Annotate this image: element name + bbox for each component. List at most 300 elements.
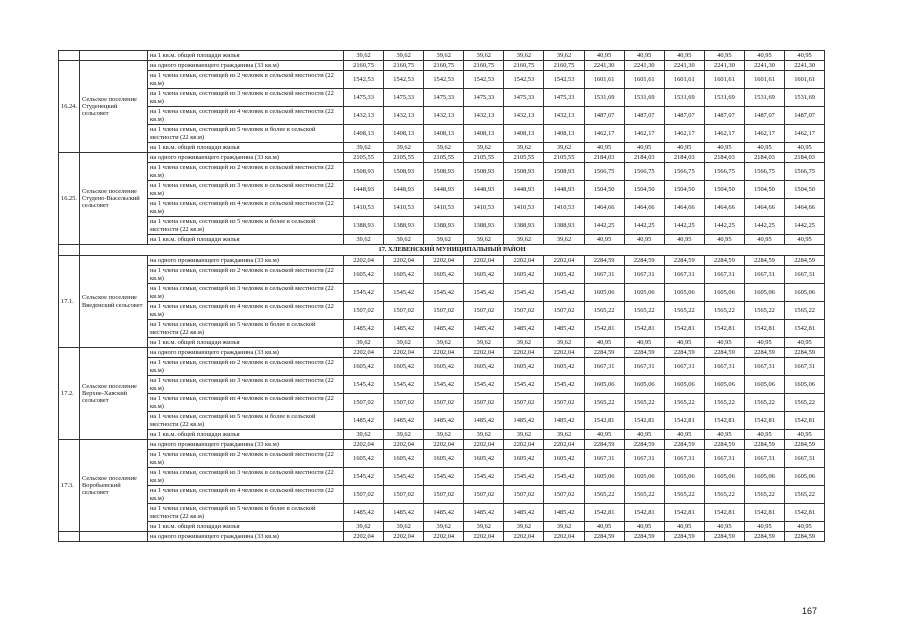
value-cell: 2284,59: [744, 440, 784, 450]
code-cell-empty: [59, 51, 80, 61]
value-cell: 1605,06: [744, 376, 784, 394]
value-cell: 1605,42: [504, 450, 544, 468]
value-cell: 2202,04: [464, 440, 504, 450]
value-cell: 2202,04: [504, 532, 544, 542]
value-cell: 1485,42: [504, 320, 544, 338]
value-cell: 1508,93: [344, 163, 384, 181]
value-cell: 1667,31: [584, 266, 624, 284]
page-number: 167: [802, 606, 818, 616]
value-cell: 1507,02: [424, 302, 464, 320]
value-cell: 1531,69: [584, 89, 624, 107]
value-cell: 1507,02: [504, 394, 544, 412]
value-cell: 39,62: [504, 51, 544, 61]
table-row: [59, 199, 825, 217]
value-cell: 1487,07: [785, 107, 825, 125]
value-cell: 1605,06: [785, 284, 825, 302]
value-cell: 2202,04: [344, 256, 384, 266]
value-cell: 1487,07: [584, 107, 624, 125]
value-cell: 39,62: [504, 235, 544, 245]
value-cell: 1475,33: [504, 89, 544, 107]
value-cell: 1667,31: [584, 358, 624, 376]
norm-description: на 1 члена семьи, состоящей из 3 человек в сельской местности (22 кв.м): [148, 89, 344, 107]
value-cell: 2284,59: [624, 256, 664, 266]
tariff-table: [58, 50, 825, 542]
table-row: [59, 450, 825, 468]
value-cell: 1531,69: [744, 89, 784, 107]
value-cell: 2284,59: [704, 532, 744, 542]
value-cell: 1464,66: [584, 199, 624, 217]
value-cell: 1605,42: [344, 266, 384, 284]
value-cell: 1408,13: [464, 125, 504, 143]
value-cell: 40,95: [624, 338, 664, 348]
norm-description: на 1 члена семьи, состоящей из 3 человек в сельской местности (22 кв.м): [148, 284, 344, 302]
value-cell: 40,95: [744, 522, 784, 532]
value-cell: 1442,25: [584, 217, 624, 235]
value-cell: 2241,30: [704, 61, 744, 71]
value-cell: 1565,22: [704, 302, 744, 320]
value-cell: 1605,06: [664, 376, 704, 394]
value-cell: 1504,50: [584, 181, 624, 199]
value-cell: 1605,42: [424, 358, 464, 376]
value-cell: 2184,03: [664, 153, 704, 163]
value-cell: 2241,30: [664, 61, 704, 71]
value-cell: 1464,66: [785, 199, 825, 217]
value-cell: 1605,06: [785, 376, 825, 394]
table-row: [59, 153, 825, 163]
value-cell: 40,95: [584, 522, 624, 532]
settlement-name: Сельское поселение Студенецкий сельсовет: [80, 61, 148, 153]
norm-description: на 1 члена семьи, состоящей из 4 человек в сельской местности (22 кв.м): [148, 394, 344, 412]
value-cell: 1542,81: [624, 504, 664, 522]
table-row: [59, 430, 825, 440]
value-cell: 1605,06: [584, 376, 624, 394]
value-cell: 1605,42: [344, 450, 384, 468]
value-cell: 39,62: [464, 143, 504, 153]
value-cell: 2284,59: [584, 348, 624, 358]
value-cell: 1605,42: [504, 358, 544, 376]
value-cell: 40,95: [584, 235, 624, 245]
norm-description: на 1 кв.м. общей площади жилья: [148, 235, 344, 245]
value-cell: 1485,42: [344, 412, 384, 430]
value-cell: 1507,02: [464, 394, 504, 412]
value-cell: 1545,42: [384, 468, 424, 486]
norm-description: на 1 члена семьи, состоящей из 2 человек в сельской местности (22 кв.м): [148, 266, 344, 284]
norm-description: на 1 члена семьи, состоящей из 2 человек в сельской местности (22 кв.м): [148, 71, 344, 89]
value-cell: 1542,81: [785, 412, 825, 430]
value-cell: 1462,17: [704, 125, 744, 143]
value-cell: 1475,33: [384, 89, 424, 107]
table-row: [59, 71, 825, 89]
norm-description: на 1 члена семьи, состоящей из 3 человек в сельской местности (22 кв.м): [148, 181, 344, 199]
value-cell: 1507,02: [344, 302, 384, 320]
table-row: [59, 412, 825, 430]
table-row: [59, 51, 825, 61]
norm-description: на 1 кв.м. общей площади жилья: [148, 143, 344, 153]
value-cell: 1545,42: [344, 284, 384, 302]
value-cell: 1542,81: [704, 504, 744, 522]
value-cell: 1485,42: [464, 412, 504, 430]
value-cell: 1508,93: [464, 163, 504, 181]
norm-description: на одного проживающего гражданина (33 кв.м): [148, 256, 344, 266]
value-cell: 40,95: [744, 143, 784, 153]
value-cell: 1507,02: [544, 302, 584, 320]
table-row: [59, 235, 825, 245]
value-cell: 1667,31: [785, 450, 825, 468]
value-cell: 39,62: [424, 522, 464, 532]
value-cell: 39,62: [464, 338, 504, 348]
value-cell: 1487,07: [744, 107, 784, 125]
value-cell: 1542,53: [424, 71, 464, 89]
value-cell: 2241,30: [624, 61, 664, 71]
value-cell: 1542,81: [744, 412, 784, 430]
value-cell: 2202,04: [464, 532, 504, 542]
value-cell: 39,62: [344, 143, 384, 153]
name-cell-empty: [80, 51, 148, 61]
value-cell: 1667,31: [785, 266, 825, 284]
value-cell: 1565,22: [584, 486, 624, 504]
value-cell: 1388,93: [384, 217, 424, 235]
value-cell: 1388,93: [344, 217, 384, 235]
value-cell: 1462,17: [664, 125, 704, 143]
value-cell: 1410,53: [384, 199, 424, 217]
value-cell: 2160,75: [384, 61, 424, 71]
value-cell: 40,95: [704, 143, 744, 153]
value-cell: 1542,81: [584, 504, 624, 522]
value-cell: 2284,59: [664, 256, 704, 266]
value-cell: 1507,02: [424, 394, 464, 412]
norm-description: на одного проживающего гражданина (33 кв.м): [148, 440, 344, 450]
value-cell: 1565,22: [584, 302, 624, 320]
settlement-name: Сельское поселение Введенский сельсовет: [80, 256, 148, 348]
value-cell: 2105,55: [344, 153, 384, 163]
value-cell: 1667,31: [664, 266, 704, 284]
value-cell: 1464,66: [624, 199, 664, 217]
norm-description: на 1 кв.м. общей площади жилья: [148, 338, 344, 348]
value-cell: 40,95: [664, 51, 704, 61]
table-row: [59, 358, 825, 376]
norm-description: на 1 члена семьи, состоящей из 5 человек и более в сельской местности (22 кв.м): [148, 217, 344, 235]
value-cell: 1408,13: [504, 125, 544, 143]
value-cell: 1508,93: [384, 163, 424, 181]
value-cell: 39,62: [544, 522, 584, 532]
value-cell: 39,62: [344, 430, 384, 440]
value-cell: 1508,93: [424, 163, 464, 181]
value-cell: 1667,31: [624, 450, 664, 468]
table-row: [59, 107, 825, 125]
value-cell: 1605,42: [344, 358, 384, 376]
table-row: [59, 284, 825, 302]
value-cell: 2160,75: [424, 61, 464, 71]
value-cell: 2284,59: [624, 440, 664, 450]
value-cell: 1410,53: [424, 199, 464, 217]
value-cell: 1485,42: [424, 412, 464, 430]
value-cell: 1408,13: [424, 125, 464, 143]
value-cell: 1601,61: [704, 71, 744, 89]
table-row: [59, 486, 825, 504]
value-cell: 1565,22: [744, 486, 784, 504]
code-cell-empty: [59, 245, 80, 256]
value-cell: 39,62: [424, 430, 464, 440]
value-cell: 1410,53: [544, 199, 584, 217]
value-cell: 2284,59: [744, 256, 784, 266]
value-cell: 2202,04: [424, 440, 464, 450]
value-cell: 40,95: [664, 522, 704, 532]
value-cell: 39,62: [504, 143, 544, 153]
settlement-name: Сельское поселение Верхне-Хавский сельсовет: [80, 348, 148, 440]
value-cell: 1605,42: [384, 266, 424, 284]
value-cell: 1565,22: [744, 302, 784, 320]
value-cell: 40,95: [584, 338, 624, 348]
norm-description: на 1 члена семьи, состоящей из 2 человек в сельской местности (22 кв.м): [148, 163, 344, 181]
value-cell: 1565,22: [664, 486, 704, 504]
value-cell: 1507,02: [384, 394, 424, 412]
value-cell: 1545,42: [344, 376, 384, 394]
tariff-table-body: [59, 51, 825, 542]
value-cell: 2160,75: [504, 61, 544, 71]
value-cell: 2105,55: [384, 153, 424, 163]
value-cell: 1504,50: [785, 181, 825, 199]
value-cell: 39,62: [504, 522, 544, 532]
table-row: [59, 522, 825, 532]
value-cell: 2202,04: [544, 348, 584, 358]
value-cell: 2202,04: [464, 348, 504, 358]
value-cell: 1508,93: [504, 163, 544, 181]
value-cell: 1542,81: [785, 504, 825, 522]
value-cell: 1504,50: [744, 181, 784, 199]
value-cell: 2202,04: [504, 348, 544, 358]
value-cell: 1487,07: [704, 107, 744, 125]
value-cell: 39,62: [384, 338, 424, 348]
value-cell: 39,62: [384, 143, 424, 153]
value-cell: 1605,06: [664, 468, 704, 486]
value-cell: 1565,22: [664, 302, 704, 320]
value-cell: 39,62: [384, 522, 424, 532]
value-cell: 40,95: [785, 522, 825, 532]
norm-description: на 1 члена семьи, состоящей из 5 человек и более в сельской местности (22 кв.м): [148, 125, 344, 143]
value-cell: 2202,04: [384, 440, 424, 450]
value-cell: 40,95: [664, 430, 704, 440]
value-cell: 1566,75: [704, 163, 744, 181]
value-cell: 1566,75: [744, 163, 784, 181]
value-cell: 40,95: [664, 338, 704, 348]
value-cell: 1605,42: [544, 450, 584, 468]
value-cell: 2284,59: [584, 532, 624, 542]
value-cell: 1545,42: [544, 376, 584, 394]
settlement-name: Сельское поселение Студено-Высельский сельсовет: [80, 153, 148, 245]
value-cell: 1565,22: [624, 486, 664, 504]
value-cell: 1566,75: [584, 163, 624, 181]
value-cell: 1542,81: [664, 412, 704, 430]
value-cell: 2202,04: [384, 532, 424, 542]
value-cell: 1507,02: [464, 486, 504, 504]
value-cell: 1507,02: [384, 486, 424, 504]
value-cell: 1507,02: [504, 486, 544, 504]
value-cell: 1605,42: [424, 450, 464, 468]
value-cell: 1388,93: [424, 217, 464, 235]
value-cell: 1605,42: [384, 358, 424, 376]
value-cell: 1545,42: [504, 376, 544, 394]
value-cell: 1504,50: [624, 181, 664, 199]
value-cell: 1667,31: [664, 358, 704, 376]
value-cell: 39,62: [504, 430, 544, 440]
value-cell: 39,62: [464, 235, 504, 245]
value-cell: 39,62: [504, 338, 544, 348]
value-cell: 1605,42: [544, 358, 584, 376]
value-cell: 40,95: [624, 51, 664, 61]
table-row: [59, 61, 825, 71]
value-cell: 1545,42: [464, 468, 504, 486]
value-cell: 1410,53: [464, 199, 504, 217]
value-cell: 1485,42: [384, 412, 424, 430]
table-row: [59, 217, 825, 235]
value-cell: 1507,02: [544, 394, 584, 412]
value-cell: 2284,59: [785, 440, 825, 450]
norm-description: на 1 члена семьи, состоящей из 5 человек и более в сельской местности (22 кв.м): [148, 412, 344, 430]
value-cell: 40,95: [624, 522, 664, 532]
value-cell: 1565,22: [744, 394, 784, 412]
value-cell: 39,62: [344, 51, 384, 61]
value-cell: 1545,42: [544, 468, 584, 486]
table-row: [59, 125, 825, 143]
value-cell: 1545,42: [384, 376, 424, 394]
value-cell: 1605,06: [785, 468, 825, 486]
value-cell: 39,62: [424, 143, 464, 153]
value-cell: 1566,75: [624, 163, 664, 181]
value-cell: 40,95: [704, 522, 744, 532]
value-cell: 1442,25: [744, 217, 784, 235]
value-cell: 2284,59: [584, 440, 624, 450]
value-cell: 2184,03: [744, 153, 784, 163]
value-cell: 1667,31: [744, 266, 784, 284]
value-cell: 1565,22: [624, 302, 664, 320]
value-cell: 1410,53: [344, 199, 384, 217]
value-cell: 1507,02: [344, 486, 384, 504]
value-cell: 1605,06: [704, 468, 744, 486]
value-cell: 1545,42: [504, 284, 544, 302]
value-cell: 1432,13: [464, 107, 504, 125]
value-cell: 2105,55: [504, 153, 544, 163]
value-cell: 40,95: [744, 51, 784, 61]
value-cell: 1542,81: [584, 320, 624, 338]
value-cell: 1605,06: [584, 284, 624, 302]
value-cell: 2284,59: [624, 348, 664, 358]
value-cell: 1531,69: [624, 89, 664, 107]
table-row: [59, 256, 825, 266]
value-cell: 2241,30: [584, 61, 624, 71]
value-cell: 2284,59: [664, 348, 704, 358]
value-cell: 1448,93: [344, 181, 384, 199]
value-cell: 1601,61: [624, 71, 664, 89]
norm-description: на 1 члена семьи, состоящей из 3 человек в сельской местности (22 кв.м): [148, 376, 344, 394]
value-cell: 1605,06: [744, 284, 784, 302]
value-cell: 1542,81: [744, 320, 784, 338]
value-cell: 1462,17: [624, 125, 664, 143]
norm-description: на одного проживающего гражданина (33 кв.м): [148, 532, 344, 542]
value-cell: 2284,59: [664, 532, 704, 542]
value-cell: 1507,02: [384, 302, 424, 320]
value-cell: 1542,53: [384, 71, 424, 89]
value-cell: 2202,04: [544, 256, 584, 266]
value-cell: 39,62: [544, 338, 584, 348]
value-cell: 40,95: [704, 235, 744, 245]
norm-description: на 1 кв.м. общей площади жилья: [148, 430, 344, 440]
table-row: [59, 376, 825, 394]
value-cell: 1508,93: [544, 163, 584, 181]
value-cell: 1485,42: [464, 320, 504, 338]
value-cell: 39,62: [464, 51, 504, 61]
value-cell: 39,62: [544, 430, 584, 440]
value-cell: 1442,25: [624, 217, 664, 235]
value-cell: 2284,59: [785, 348, 825, 358]
value-cell: 1410,53: [504, 199, 544, 217]
value-cell: 1605,06: [584, 468, 624, 486]
value-cell: 1485,42: [424, 320, 464, 338]
norm-description: на 1 кв.м. общей площади жилья: [148, 522, 344, 532]
value-cell: 2160,75: [344, 61, 384, 71]
value-cell: 2202,04: [344, 440, 384, 450]
value-cell: 2202,04: [344, 532, 384, 542]
value-cell: 1667,31: [664, 450, 704, 468]
value-cell: 1475,33: [464, 89, 504, 107]
norm-description: на 1 члена семьи, состоящей из 5 человек и более в сельской местности (22 кв.м): [148, 504, 344, 522]
settlement-code: 17.2.: [59, 348, 80, 440]
value-cell: 1565,22: [704, 486, 744, 504]
value-cell: 40,95: [744, 235, 784, 245]
value-cell: 1667,31: [704, 266, 744, 284]
value-cell: 1542,81: [704, 320, 744, 338]
value-cell: 1507,02: [504, 302, 544, 320]
value-cell: 2284,59: [664, 440, 704, 450]
value-cell: 1545,42: [344, 468, 384, 486]
value-cell: 2284,59: [744, 348, 784, 358]
value-cell: 40,95: [744, 338, 784, 348]
value-cell: 1485,42: [544, 504, 584, 522]
value-cell: 1601,61: [664, 71, 704, 89]
value-cell: 40,95: [624, 143, 664, 153]
value-cell: 2202,04: [424, 532, 464, 542]
value-cell: 2202,04: [544, 532, 584, 542]
value-cell: 1475,33: [544, 89, 584, 107]
value-cell: 1545,42: [424, 284, 464, 302]
value-cell: 1464,66: [664, 199, 704, 217]
table-row: [59, 440, 825, 450]
value-cell: 40,95: [785, 51, 825, 61]
value-cell: 1605,42: [424, 266, 464, 284]
norm-description: на 1 члена семьи, состоящей из 2 человек в сельской местности (22 кв.м): [148, 358, 344, 376]
value-cell: 2202,04: [544, 440, 584, 450]
value-cell: 1432,13: [544, 107, 584, 125]
value-cell: 1667,31: [785, 358, 825, 376]
value-cell: 1542,81: [624, 320, 664, 338]
value-cell: 1605,06: [664, 284, 704, 302]
settlement-code: 17.3.: [59, 440, 80, 532]
value-cell: 1667,31: [624, 266, 664, 284]
value-cell: 1601,61: [785, 71, 825, 89]
value-cell: 1605,42: [464, 450, 504, 468]
table-row: [59, 320, 825, 338]
norm-description: на 1 кв.м. общей площади жилья: [148, 51, 344, 61]
value-cell: 40,95: [584, 51, 624, 61]
value-cell: 1485,42: [464, 504, 504, 522]
value-cell: 1542,81: [584, 412, 624, 430]
value-cell: 40,95: [704, 430, 744, 440]
value-cell: 1565,22: [785, 486, 825, 504]
value-cell: 1565,22: [584, 394, 624, 412]
value-cell: 1448,93: [504, 181, 544, 199]
value-cell: 1485,42: [504, 412, 544, 430]
value-cell: 1485,42: [544, 320, 584, 338]
value-cell: 1442,25: [785, 217, 825, 235]
